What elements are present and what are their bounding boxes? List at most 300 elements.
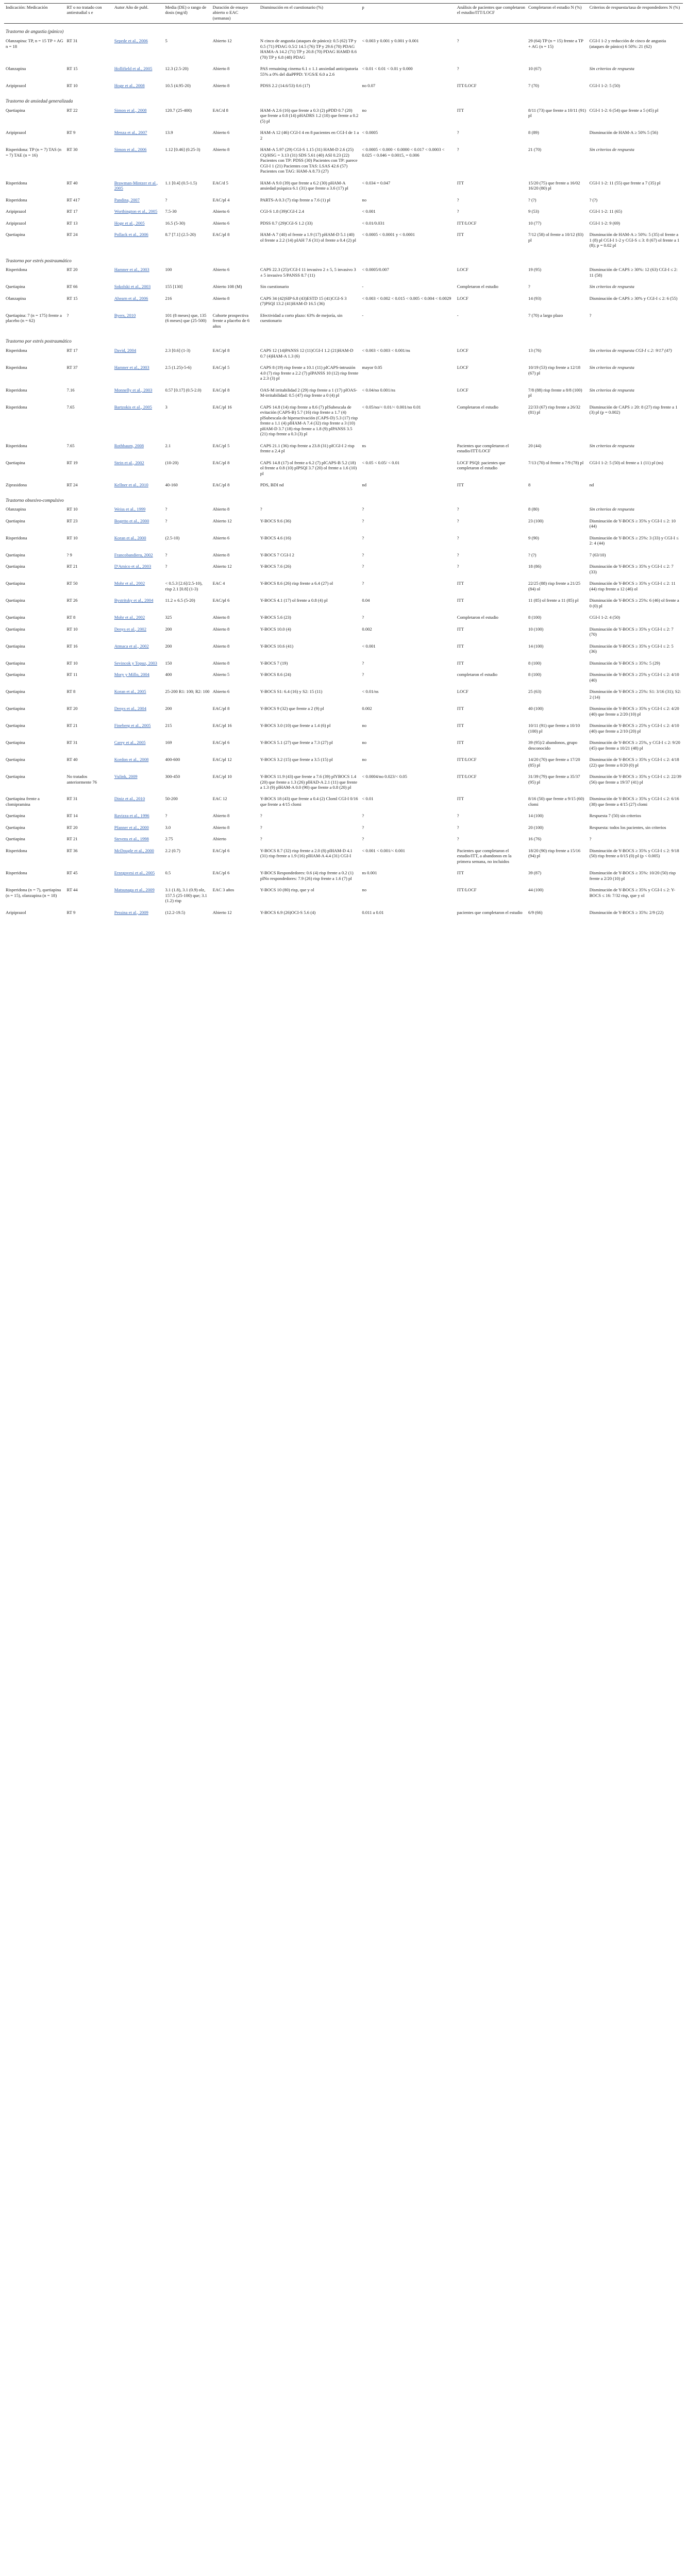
table-cell: no <box>362 723 366 728</box>
table-cell: No tratados anteriormente 76 <box>66 774 97 785</box>
table-cell: Risperidona <box>6 387 27 393</box>
reference-link[interactable]: Hollifield et al., 2005 <box>114 66 153 72</box>
table-cell: EAC 4 <box>212 581 225 586</box>
table-cell: Abierto 8 <box>212 83 230 89</box>
reference-link[interactable]: Sepede et al., 2006 <box>114 38 148 44</box>
table-cell: Sin criterios de respuesta <box>589 147 634 152</box>
table-cell: 3.0 <box>165 824 171 830</box>
reference-link[interactable]: Byers, 2010 <box>114 312 136 318</box>
table-cell: - <box>362 284 364 290</box>
table-cell: 8 (100) <box>528 672 542 677</box>
table-cell: Disminución de Y-BOCS ≥ 35% y CGI-I ≤ 2: 5 (36) <box>589 643 674 654</box>
table-cell: < 0.0005 < 0.000 < 0.0000 < 0.017 < 0.0003 < 0.025 < 0.046 = 0.0015, = 0.006 <box>362 147 445 158</box>
table-cell: 12.3 (2.5-20) <box>165 66 189 72</box>
table-cell: RT 40 <box>66 757 78 762</box>
table-cell: 29 (64) TP (n = 15) frente a TP + AG (n = 15) <box>528 38 583 49</box>
reference-link[interactable]: Atmaca et al., 2002 <box>114 643 149 649</box>
table-row <box>4 505 683 516</box>
table-cell: ? <box>362 581 364 586</box>
table-row <box>4 704 683 721</box>
reference-link[interactable]: Mory y Millo, 2004 <box>114 672 149 677</box>
table-cell: Y-BOCS 7 (19) <box>260 660 288 666</box>
reference-link[interactable]: Koran et al., 2005 <box>114 689 146 694</box>
table-cell: Disminución de Y-BOCS ≥ 25%: 3 (33) y CGI-I ≤ 2: 4 (44) <box>589 535 679 546</box>
reference-link[interactable]: Mohr et al., 2002 <box>114 581 145 586</box>
table-cell: ITT <box>457 706 464 711</box>
table-cell: Risperidona <box>6 197 27 202</box>
table-row <box>4 579 683 596</box>
table-row <box>4 459 683 481</box>
table-cell: no <box>362 757 366 762</box>
table-cell: Abierto 6 <box>212 535 230 540</box>
reference-link[interactable]: Francobandiera, 2002 <box>114 552 153 557</box>
table-row <box>4 846 683 869</box>
table-cell: 169 <box>165 740 172 745</box>
table-cell: Y-BOCS 10.6 (41) <box>260 643 294 649</box>
reference-link[interactable]: Simon et al., 2006 <box>114 147 147 152</box>
table-cell: Risperidona <box>6 848 27 853</box>
table-row <box>4 481 683 492</box>
reference-link[interactable]: D'Amico et al., 2003 <box>114 564 152 569</box>
table-cell: Quetiapina <box>6 598 25 603</box>
table-cell: < 0.0005 <box>362 130 378 135</box>
table-cell: Y-BOCS 5.1 (27) que frente a 7.3 (27) pl <box>260 740 333 745</box>
table-row <box>4 721 683 738</box>
reference-link[interactable]: Worthington et al., 2005 <box>114 209 158 214</box>
table-row <box>4 442 683 459</box>
table-cell: ? <box>528 284 530 290</box>
table-cell: 8/11 (73) que frente a 10/11 (91) pl <box>528 107 587 118</box>
table-cell: EAC 12 <box>212 796 227 802</box>
table-cell: Risperidona <box>6 348 27 353</box>
table-cell: Cohorte prospectiva frente a placebo de 6 años <box>212 312 250 329</box>
table-cell: Quetiapina <box>6 284 25 290</box>
table-cell: CAPS 8 (19) risp frente a 10.1 (11) plCAPS-intrusión 4.0 (7) risp frente a 2.2 (7) plPANSS 10 (12) risp frente a 2.3 (3) pl <box>260 365 359 381</box>
table-cell: - <box>457 312 459 318</box>
table-cell: RT 16 <box>66 643 78 649</box>
table-cell: EAC/pl 16 <box>212 404 232 410</box>
table-cell: Respuesta: todos los pacientes, sin criterios <box>589 824 666 830</box>
table-row <box>4 64 683 81</box>
table-cell: ITT <box>457 232 464 238</box>
table-cell: Abierto 8 <box>212 506 230 512</box>
table-cell: Quetiapina <box>6 460 25 465</box>
table-cell: RT 417 <box>66 197 80 202</box>
table-row <box>4 794 683 811</box>
table-cell: < 0.0005 < 0.0001 y < 0.0001 <box>362 232 415 238</box>
table-cell: < 0.05 < 0.05/ < 0.01 <box>362 460 400 465</box>
reference-link[interactable]: Vulink, 2009 <box>114 774 138 779</box>
column-header: RT o no tratado con antiestudial s e <box>65 4 113 24</box>
table-cell: Y-BOCS 18 (43) que frente a 0.4 (2) ClomI CGI-I 0/16 que frente a 4/15 clomi <box>260 796 358 807</box>
table-cell: PAS remaining cinema 6.1 ± 1.1 anxiedad anticipatoria 55% a 0% del diaPPPD: Y/GS/E 6.0 a 2.6 <box>260 66 358 77</box>
table-cell: Abierto 5 <box>212 672 230 677</box>
table-cell: OAS-M irritabilidad 2 (29) risp frente a 1 (17) plOAS-M-irritabilidad: 0.5 (47) risp frente a 0 (4) pl <box>260 387 358 398</box>
table-cell: Abierto 8 <box>212 643 230 649</box>
table-cell: Quetiapina <box>6 660 25 666</box>
table-cell: ? <box>362 518 364 523</box>
table-row <box>4 596 683 613</box>
table-cell: CGI-S 1.8 (39)CGI-I 2.4 <box>260 209 305 214</box>
table-cell: Abierto 6 <box>212 130 230 135</box>
table-cell: Abierto 6 <box>212 220 230 226</box>
reference-link[interactable]: Sokolski et al., 2003 <box>114 284 151 290</box>
reference-link[interactable]: Denys et al., 2004 <box>114 706 146 711</box>
table-cell: ITT/LOCF <box>457 83 477 89</box>
table-cell: ? <box>457 147 459 152</box>
table-cell: Abierto 8 <box>212 626 230 632</box>
table-cell: Y-BOCS 8.6 (26) risp frente a 6.4 (27) ol <box>260 581 333 586</box>
table-cell: pacientes que completaron el estudio <box>457 909 523 915</box>
table-cell: 7.16 <box>66 387 75 393</box>
table-cell: EAC/d 8 <box>212 107 228 113</box>
table-cell: Y-BOCS Respondedores: 0.6 (4) risp frente a 0.2 (1) plNo respondedores: 7.9 (26) risp frente a 1.6 (7) pl <box>260 870 354 881</box>
reference-link[interactable]: Hoge et al., 2005 <box>114 220 145 226</box>
table-row <box>4 687 683 704</box>
reference-link[interactable]: Bartzokis et al., 2005 <box>114 404 152 410</box>
table-cell: ? <box>457 836 459 842</box>
section-row <box>4 93 683 106</box>
table-cell: ? <box>165 506 167 512</box>
reference-link[interactable]: Hamner et al., 2003 <box>114 365 149 370</box>
table-cell: RT 20 <box>66 267 78 273</box>
table-row <box>4 659 683 670</box>
section-title: Trastorno obsesivo-compulsivo <box>6 497 64 503</box>
table-cell: Risperidona <box>6 180 27 185</box>
table-cell: Quetiapina <box>6 564 25 569</box>
table-cell: < 0.003 < 0.002 < 0.015 < 0.005 < 0.004 < 0.0029 <box>362 295 451 301</box>
table-cell: 3.1 (1.8), 3.1 (0.9) olz, 157.5 (25-100) que; 3.1 (1.2) risp <box>165 887 207 904</box>
reference-link[interactable]: Weiss et al., 1999 <box>114 506 146 512</box>
reference-link[interactable]: Diniz et al., 2010 <box>114 796 145 802</box>
table-cell: RT 44 <box>66 887 78 893</box>
table-cell: Disminución de CAPS ≥ 30% y CGI-I ≤ 2: 6 (55) <box>589 295 678 301</box>
reference-link[interactable]: Bystritsky et al., 2004 <box>114 598 154 603</box>
table-cell: ? (?) <box>528 552 537 557</box>
table-cell: Disminución de Y-BOCS ≥ 25%, y CGI-I ≤ 2: 9/20 (45) que frente a 10/21 (48) pl <box>589 740 680 751</box>
reference-link[interactable]: Brawman-Mintzer et al., 2005 <box>114 180 158 191</box>
table-cell: EAC/pl 6 <box>212 598 230 603</box>
column-header: p <box>360 4 455 24</box>
table-row <box>4 106 683 128</box>
table-cell: Abierto 12 <box>212 38 232 44</box>
table-cell: ? <box>260 824 262 830</box>
table-cell: 300-450 <box>165 774 180 779</box>
table-cell: Disminución de Y-BOCS ≥ 35% y CGI-I ≤ 2: 6/16 (38) que frente a 4/15 (27) clomi <box>589 796 679 807</box>
table-cell: Y-BOCS 6.9 (26)OCI-S 5.6 (4) <box>260 909 316 915</box>
table-cell: 39 (87) <box>528 870 542 876</box>
table-cell: 22/33 (67) risp frente a 26/32 (81) pl <box>528 404 580 415</box>
table-cell: ? <box>457 197 459 202</box>
table-cell: Y-BOCS 8.6 (24) <box>260 672 291 677</box>
section-title: Trastorno por estrés postraumático <box>6 338 72 344</box>
reference-link[interactable]: Monnelly et al., 2003 <box>114 387 153 393</box>
table-cell: 120.7 (25-400) <box>165 107 192 113</box>
reference-link[interactable]: Pessina et al., 2009 <box>114 909 148 915</box>
table-cell: Quetiapina <box>6 626 25 632</box>
table-cell: < 0.001 <box>362 209 376 214</box>
table-cell: 7/8 (88) risp frente a 8/8 (100) pl <box>528 387 582 398</box>
table-cell: HAM-A 7 (40) ol frente a 1.9 (17) pHAM-D 5.1 (40) ol frente a 2.2 (14) pIAH 7.6 (31) ol frente a 0.4 (2) pl <box>260 232 356 243</box>
reference-link[interactable]: Fineberg et al., 2005 <box>114 723 151 728</box>
reference-link[interactable]: Carey et al., 2005 <box>114 740 146 745</box>
table-cell: 7 (70) a largo plazo <box>528 312 563 318</box>
reference-link[interactable]: Matsunaga et al., 2009 <box>114 887 155 893</box>
reference-link[interactable]: Koran et al., 2000 <box>114 535 146 540</box>
table-row <box>4 738 683 755</box>
header-row <box>4 4 683 24</box>
table-cell: ? <box>362 672 364 677</box>
table-row <box>4 823 683 835</box>
table-cell: 7.65 <box>66 443 75 448</box>
reference-link[interactable]: Kellner et al., 2010 <box>114 482 148 488</box>
table-cell: 100 <box>165 267 172 273</box>
reference-link[interactable]: Stein et al., 2002 <box>114 460 144 465</box>
table-cell: Y-BOCS 7.6 (26) <box>260 564 291 569</box>
table-cell: ITT <box>457 180 464 185</box>
table-cell: Quetiapina <box>6 813 25 819</box>
table-row <box>4 37 683 64</box>
table-cell: Quetiapina <box>6 643 25 649</box>
reference-link[interactable]: David, 2004 <box>114 348 137 353</box>
reference-link[interactable]: Erzegovesi et al., 2005 <box>114 870 155 876</box>
table-cell: EAC/pl 8 <box>212 232 230 238</box>
table-cell: 400 <box>165 672 172 677</box>
table-row <box>4 81 683 93</box>
table-cell: 0.002 <box>362 706 372 711</box>
table-cell: Pacientes que completaron el estudio/ITT, a abandonos en la primera semana, no incluidos <box>457 848 512 864</box>
reference-link[interactable]: Pollack et al., 2006 <box>114 232 148 238</box>
table-cell: Quetiapina <box>6 824 25 830</box>
table-cell: Abierto 108 (M) <box>212 284 242 290</box>
table-cell: Abierto 8 <box>212 824 230 830</box>
table-cell: ? (?) <box>589 197 598 202</box>
column-header: Análisis de pacientes que completaron el estudio/ITT/LOCF <box>456 4 527 24</box>
reference-link[interactable]: Denys et al., 2002 <box>114 626 146 632</box>
table-row <box>4 811 683 823</box>
reference-link[interactable]: Stevens et al., 1998 <box>114 836 149 842</box>
table-cell: Quetiapina <box>6 740 25 745</box>
table-cell: completaron el estudio <box>457 672 498 677</box>
table-cell: LOCF <box>457 387 468 393</box>
reference-link[interactable]: Ravizza et al., 1996 <box>114 813 149 819</box>
table-cell: ITT <box>457 740 464 745</box>
table-cell: ITT <box>457 598 464 603</box>
table-cell: RT 24 <box>66 482 78 488</box>
table-cell: Ziprasidona <box>6 482 27 488</box>
reference-link[interactable]: Hamner et al., 2003 <box>114 267 149 273</box>
table-cell: Quetiapina <box>6 723 25 728</box>
table-cell: RT 9 <box>66 130 76 135</box>
table-cell: 1.1 [0.4] (0.5-1.5) <box>165 180 197 185</box>
table-cell: 16.5 (5-30) <box>165 220 186 226</box>
reference-link[interactable]: Hoge et al., 2008 <box>114 83 145 89</box>
table-cell: no <box>362 740 366 745</box>
table-cell: RT 22 <box>66 107 78 113</box>
table-cell: 8 <box>528 482 531 488</box>
table-cell: PDSS 0.7 (29)CGI-S 1.2 (33) <box>260 220 313 226</box>
table-cell: Abierto 8 <box>212 66 230 72</box>
table-cell: EAC/pl 6 <box>212 870 230 876</box>
table-cell: 11.2 ± 6.5 (5-20) <box>165 598 195 603</box>
table-cell: 40-160 <box>165 482 178 488</box>
table-cell: Disminución de Y-BOCS ≥ 35% y CGI-I ≤ 2: 22/39 (56) que frente a 19/37 (41) pl <box>589 774 681 785</box>
table-cell: 5 <box>165 38 167 44</box>
reference-link[interactable]: McDougle et al., 2000 <box>114 848 154 853</box>
table-cell: RT 15 <box>66 295 78 301</box>
table-cell: 13.9 <box>165 130 173 135</box>
table-cell: (10-20) <box>165 460 179 465</box>
table-cell: RT 19 <box>66 460 78 465</box>
table-cell: Risperidona <box>6 535 27 540</box>
table-cell: EAC/pl 10 <box>212 774 232 779</box>
table-cell: Quetiapina <box>6 518 25 523</box>
table-cell: Sin criterios de respuesta CGI-I ≤ 2: 9/17 (47) <box>589 348 672 353</box>
table-cell: Abierto 8 <box>212 615 230 620</box>
table-cell: Completaron el estudio <box>457 615 498 620</box>
table-cell: ? <box>362 615 364 620</box>
table-cell: Completaron el estudio <box>457 404 498 410</box>
table-cell: RT 45 <box>66 870 78 876</box>
table-cell: HAM-A 12 (46) CGI-I 4 en 8 pacientes en CGI-I de 1 a 2 <box>260 130 359 141</box>
table-cell: 0.011 a 0.01 <box>362 909 384 915</box>
table-cell: Quetiapina frente a clomipramina <box>6 796 40 807</box>
table-cell: RT 13 <box>66 220 78 226</box>
table-cell: ? <box>165 564 167 569</box>
section-title: Trastorno por estrés postraumático <box>6 258 72 263</box>
table-cell: ITT <box>457 107 464 113</box>
table-cell: RT 26 <box>66 598 78 603</box>
table-cell: Y-BOCS 9 (32) que frente a 2 (9) pl <box>260 706 324 711</box>
table-cell: ITT <box>457 796 464 802</box>
table-cell: PARTS-A 0.3 (7) rísp frente a 7.6 (1) pl <box>260 197 331 202</box>
table-cell: CGI-I 1-2: 4 (50) <box>589 615 620 620</box>
table-row <box>4 219 683 230</box>
table-body <box>4 24 683 920</box>
table-cell: Disminución de CAPS ≥ 30%: 12 (63) CGI-I ≤ 2: 11 (58) <box>589 267 678 278</box>
reference-link[interactable]: Pfanner et al., 2000 <box>114 824 149 830</box>
table-cell: Sin criterios de respuesta <box>589 284 634 290</box>
table-cell: < 0.001 <box>362 643 376 649</box>
table-cell: 9 (53) <box>528 209 539 214</box>
table-cell: 215 <box>165 723 172 728</box>
table-cell: Olanzapina <box>6 66 26 72</box>
section-row <box>4 253 683 266</box>
table-cell: Abierto 6 <box>212 267 230 273</box>
table-cell: Efectividad a corto plazo: 63% de mejoría, sin cuestionario <box>260 312 343 324</box>
table-cell: nd <box>362 482 366 488</box>
table-cell: no <box>362 197 366 202</box>
reference-link[interactable]: Rothbaum, 2008 <box>114 443 144 448</box>
table-cell: Y-BOCS 4.1 (17) ol frente a 0.8 (4) pl <box>260 598 328 603</box>
table-cell: ITT/LOCF <box>457 887 477 893</box>
table-cell: ? <box>457 518 459 523</box>
table-cell: RT 21 <box>66 723 78 728</box>
table-cell: RT 10 <box>66 626 78 632</box>
table-cell: Sin criterios de respuesta <box>589 66 634 72</box>
table-cell: 10/11 (91) que frente a 10/10 (100) pl <box>528 723 580 734</box>
table-cell: RT 21 <box>66 564 78 569</box>
reference-link[interactable]: Mohr et al., 2002 <box>114 615 145 620</box>
table-cell: EAC/pl 8 <box>212 387 230 393</box>
table-cell: RT 10 <box>66 506 78 512</box>
table-cell: - <box>362 312 364 318</box>
reference-link[interactable]: Pandina, 2007 <box>114 197 140 202</box>
table-cell: 8 (80) <box>528 506 539 512</box>
table-cell: EAC/pl 5 <box>212 443 230 448</box>
table-cell: no 0.07 <box>362 83 376 89</box>
table-cell: CGI-I 1-2: 11 (55) que frente a 7 (35) pl <box>589 180 661 185</box>
table-cell: Y-BOCS 10 (80) risp, que y ol <box>260 887 314 893</box>
table-row <box>4 534 683 551</box>
table-cell: 14 (100) <box>528 813 544 819</box>
reference-link[interactable]: Ahearn et al., 2006 <box>114 295 148 301</box>
table-cell: < 0.003 < 0.003 < 0.001/ns <box>362 348 410 353</box>
table-cell: Disminución de Y-BOCS ≥ 25% y CGI-I ≤ 2: 4/10 (40) que frente a 2/10 (20) pl <box>589 723 679 734</box>
table-cell: Risperidona <box>6 443 27 448</box>
reference-link[interactable]: Menza et al., 2007 <box>114 130 147 135</box>
table-cell: 2.1 <box>165 443 171 448</box>
table-cell: Quetiapina <box>6 581 25 586</box>
table-cell: Olanzapina: TP, n = 15 TP + AG n = 18 <box>6 38 63 49</box>
table-cell: ITT <box>457 723 464 728</box>
table-cell: 7 (63/10) <box>589 552 606 557</box>
table-cell: EAC/d 5 <box>212 180 228 185</box>
reference-link[interactable]: Bogetto et al., 2000 <box>114 518 149 523</box>
table-cell: 0.04 <box>362 598 370 603</box>
reference-link[interactable]: Simon et al., 2008 <box>114 107 147 113</box>
table-cell: RT 10 <box>66 83 78 89</box>
table-row <box>4 755 683 772</box>
reference-link[interactable]: Sevincok y Topuz, 2003 <box>114 660 157 666</box>
table-cell: CAPS 34 (42)SIP 6.8 (43)ESTD 15 (41)CGI-S 3 (7)PSQI 13.2 (41)HAM-D 16.5 (36) <box>260 295 347 307</box>
table-cell: 7 (70) <box>528 83 539 89</box>
table-cell: 8.7 [7.1] (2.5-20) <box>165 232 196 238</box>
table-cell: Aripiprazol <box>6 909 26 915</box>
table-cell: Y-BOCS 11.9 (43) que frente a 7.6 (39) plYBOCS 1.4 (20) que frente a 1.3 (26) plHAD-A 2.1 (11) que frente a 1.3 (9) plHAM-A 0.0 (90) que frente a 0.8 (20) pl <box>260 774 358 790</box>
table-cell: Quetiapina <box>6 689 25 694</box>
column-header: Duración de ensayo abierto o EAC (semanas) <box>211 4 259 24</box>
table-cell: RT 24 <box>66 232 78 238</box>
section-row <box>4 333 683 346</box>
table-cell: RT 20 <box>66 824 78 830</box>
reference-link[interactable]: Kordon et al., 2008 <box>114 757 149 762</box>
table-cell: CAPS 14.8 (17) ol frente a 6.2 (7) plCAPS-B 5.2 (18) ol frente a 0.8 (10) plPSQI 3.7 (20) ol frente a 1.6 (10) pl <box>260 460 357 476</box>
studies-table <box>4 3 683 920</box>
table-row <box>4 363 683 385</box>
table-cell: Quetiapina <box>6 672 25 677</box>
table-cell: ? <box>165 197 167 202</box>
table-cell: 150 <box>165 660 172 666</box>
table-cell: RT 30 <box>66 147 78 152</box>
table-cell: RT 10 <box>66 660 78 666</box>
table-cell: Y-BOCS 8.7 (32) risp frente a 2.0 (8) plHAM-D 4.1 (31) risp frente a 1.9 (16) plHAM-A 4.4 (31) CGI-I <box>260 848 353 859</box>
table-cell: no <box>362 107 366 113</box>
table-cell: 40 (100) <box>528 706 544 711</box>
table-cell: CGI-I 1-2: 5 (50) <box>589 83 620 89</box>
table-cell: ITT <box>457 626 464 632</box>
table-cell: EAC/pl 8 <box>212 482 230 488</box>
table-row <box>4 772 683 794</box>
table-cell: RT 50 <box>66 581 78 586</box>
table-cell: 10 (77) <box>528 220 542 226</box>
table-cell: N cinco de angustia (ataques de pánico): 0.5 (62) TP y 0.5 (71) PDAG 0.5/2 14.5 (76) TP y 29.6 (70) PDAG HAMA-A 14.2 (71) TP y 20.8 (70) PDAG HAMD 8.6 (70) TP y 6.8 (48) PDAG <box>260 38 357 60</box>
table-cell: 20 (100) <box>528 824 544 830</box>
page <box>0 0 687 925</box>
table-cell: Disminución de Y-BOCS ≥ 35% y CGI-I ≤ 2: Y-BOCS ≤ 16: 7/32 risp, que y ol <box>589 887 676 898</box>
table-cell: EAC 3 años <box>212 887 234 893</box>
table-cell: RT 36 <box>66 848 78 853</box>
